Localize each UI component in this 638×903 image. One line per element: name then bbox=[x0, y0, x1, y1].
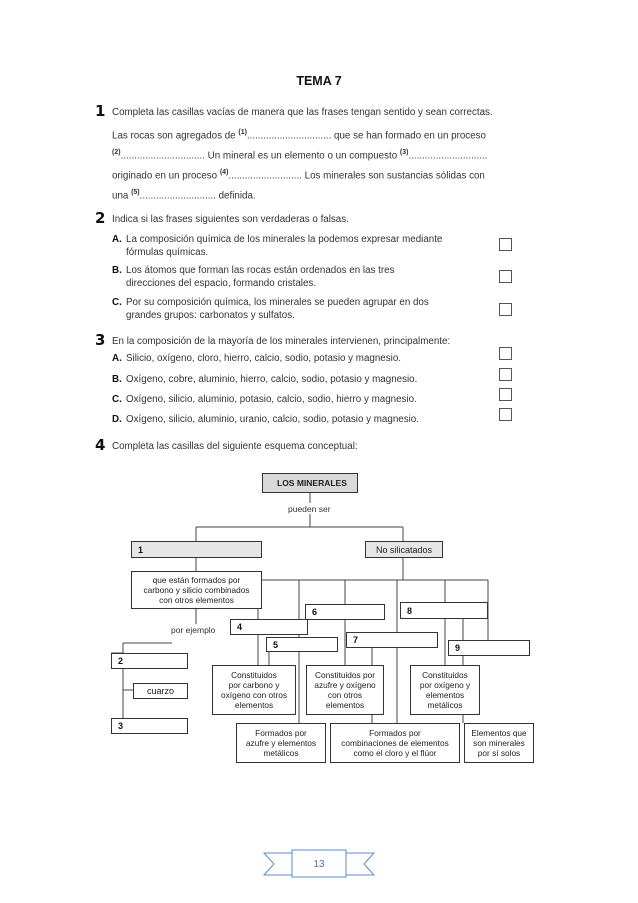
question-3-b-label: B. bbox=[112, 374, 122, 385]
question-2-b-line-1: Los átomos que forman las rocas están ordenados en las tres bbox=[126, 265, 395, 276]
question-2-a-line-1: La composición química de los minerales la podemos expresar mediante bbox=[126, 234, 443, 245]
question-2-prompt: Indica si las frases siguientes son verdaderas o falsas. bbox=[112, 214, 349, 225]
concept-elementos-nativos-description: Elementos que son minerales por sí solos bbox=[464, 723, 534, 763]
question-2-a-line-2: fórmulas químicas. bbox=[126, 247, 209, 258]
question-2-c-label: C. bbox=[112, 297, 122, 308]
question-1-line-3: originado en un proceso $^{(4)}$........................... Los minerales son sustancias sólidas con bbox=[112, 169, 485, 182]
page-number: 13 bbox=[313, 859, 325, 870]
page-title: TEMA 7 bbox=[296, 74, 342, 88]
concept-pueden-ser: pueden ser bbox=[288, 504, 331, 514]
concept-blank-4[interactable]: 4 bbox=[230, 619, 308, 635]
concept-carbonatos-description: Constituidos por carbono y oxígeno con otros elementos bbox=[212, 665, 296, 715]
concept-oxidos-description: Constituidos por oxígeno y elementos metálicos bbox=[410, 665, 480, 715]
concept-haluros-description: Formados por combinaciones de elementos como el cloro y el flúor bbox=[330, 723, 460, 763]
concept-sulfuros-description: Formados por azufre y elementos metálicos bbox=[236, 723, 326, 763]
question-2-c-line-2: grandes grupos: carbonatos y sulfatos. bbox=[126, 310, 295, 321]
concept-root: LOS MINERALES bbox=[262, 473, 358, 493]
question-1-prompt: Completa las casillas vacías de manera que las frases tengan sentido y sean correctas. bbox=[112, 107, 493, 118]
concept-por-ejemplo: por ejemplo bbox=[171, 625, 216, 635]
question-3-b-text: Oxígeno, cobre, aluminio, hierro, calcio, sodio, potasio y magnesio. bbox=[126, 374, 418, 385]
concept-blank-5[interactable]: 5 bbox=[266, 637, 338, 652]
question-4-prompt: Completa las casillas del siguiente esquema conceptual: bbox=[112, 441, 358, 452]
question-3-d-label: D. bbox=[112, 414, 122, 425]
question-3-c-label: C. bbox=[112, 394, 122, 405]
question-2-b-label: B. bbox=[112, 265, 122, 276]
concept-blank-6[interactable]: 6 bbox=[305, 604, 385, 620]
concept-blank-8[interactable]: 8 bbox=[400, 602, 488, 619]
question-3-c-text: Oxígeno, silicio, aluminio, potasio, calcio, sodio, hierro y magnesio. bbox=[126, 394, 417, 405]
concept-blank-7[interactable]: 7 bbox=[346, 632, 438, 648]
question-3-a-text: Silicio, oxígeno, cloro, hierro, calcio, sodio, potasio y magnesio. bbox=[126, 353, 401, 364]
concept-no-silicatados: No silicatados bbox=[365, 541, 443, 558]
question-2-b-line-2: direcciones del espacio, formando cristales. bbox=[126, 278, 317, 289]
concept-blank-2[interactable]: 2 bbox=[111, 653, 188, 669]
concept-blank-9[interactable]: 9 bbox=[448, 640, 530, 656]
concept-cuarzo: cuarzo bbox=[133, 683, 188, 699]
concept-sulfatos-description: Constituidos por azufre y oxígeno con otros elementos bbox=[306, 665, 384, 715]
question-2-c-line-1: Por su composición química, los minerales se pueden agrupar en dos bbox=[126, 297, 429, 308]
concept-blank-3[interactable]: 3 bbox=[111, 718, 188, 734]
concept-blank-1[interactable]: 1 bbox=[131, 541, 262, 558]
question-1-line-2: $^{(2)}$............................... Un mineral es un elemento o un compuesto $^{(3)}$............................. bbox=[112, 149, 488, 162]
question-2-a-label: A. bbox=[112, 234, 122, 245]
question-1-line-4: una $^{(5)}$............................ definida. bbox=[112, 189, 256, 202]
question-2-number: 2 bbox=[95, 209, 106, 227]
question-3-a-label: A. bbox=[112, 353, 122, 364]
question-3-d-text: Oxígeno, silicio, aluminio, uranio, calcio, sodio, potasio y magnesio. bbox=[126, 414, 419, 425]
question-3-prompt: En la composición de la mayoría de los minerales intervienen, principalmente: bbox=[112, 336, 451, 347]
question-1-line-1: Las rocas son agregados de $^{(1)}$............................... que se han formado en un proceso bbox=[112, 129, 486, 142]
question-4-number: 4 bbox=[95, 436, 106, 454]
concept-silicatados-description: que están formados por carbono y silicio combinados con otros elementos bbox=[131, 571, 262, 609]
question-1-number: 1 bbox=[95, 102, 106, 120]
question-3-number: 3 bbox=[95, 331, 106, 349]
